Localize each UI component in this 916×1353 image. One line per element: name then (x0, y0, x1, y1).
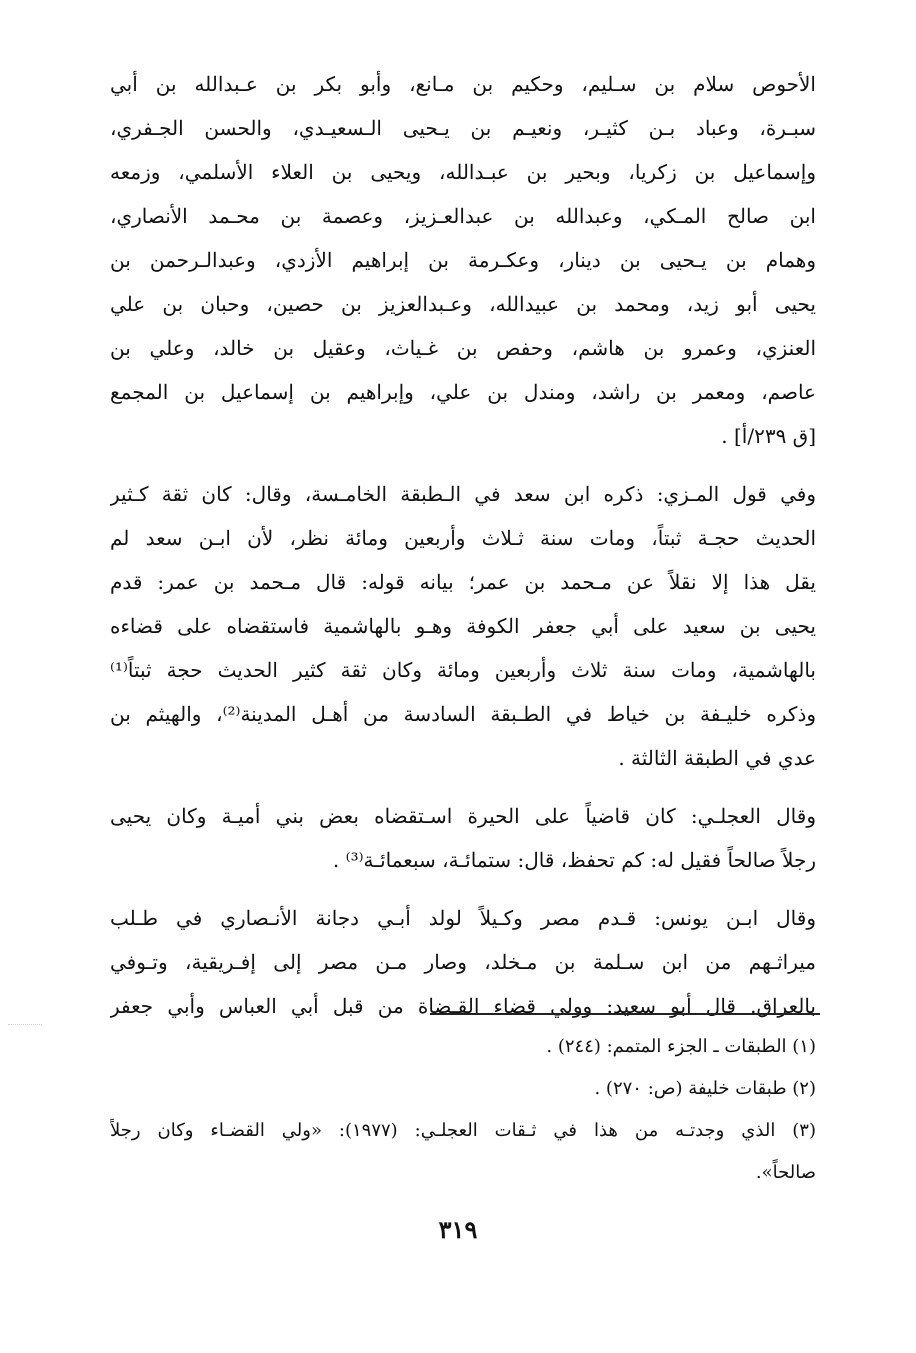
paragraph-ijli-quote (110, 794, 816, 882)
footnote-2: (٢) طبقات خليفة (ص: ٢٧٠) . (594, 1078, 816, 1099)
text-line: عاصم، ومعمر بن راشد، ومندل بن علي، وإبراهيم بن إسماعيل بن المجمع (110, 380, 816, 404)
scan-speck (8, 1024, 42, 1027)
text-line: يحيى أبو زيد، ومحمد بن عبيدالله، وعـبدالعزيز بن حصين، وحبان بن علي (110, 292, 816, 316)
text-line: بالهاشمية، ومات سنة ثلاث وأربعين ومائة وكان ثقة كثير الحديث حجة ثبتاً⁽¹⁾ (110, 658, 816, 682)
text-line: الأحوص سلام بن سـليم، وحكيم بن مـانع، وأبو بكر بن عـبدالله بن أبي (110, 72, 816, 96)
text-line: رجلاً صالحاً فقيل له: كم تحفظ، قال: ستمائـة، سبعمائـة⁽³⁾ . (332, 848, 816, 872)
text-line: عدي في الطبقة الثالثة . (618, 746, 816, 770)
footnote-3-continuation: صالحاً». (755, 1162, 816, 1183)
text-line: الحديث حجـة ثبتاً، ومات سنة ثـلاث وأربعين ومائة نظر، لأن ابـن سعد لم (110, 526, 816, 550)
text-line: وفي قول المـزي: ذكره ابن سعد في الـطبقة الخامـسة، وقال: كان ثقة كـثير (110, 482, 816, 506)
text-line: وقال العجلـي: كان قاضياً على الحيرة اسـتقضاه بعض بني أميـة وكان يحيى (110, 804, 816, 828)
paragraph-narrators-list (110, 62, 816, 458)
paragraph-mizzi-quote (110, 472, 816, 780)
footnote-3: (٣) الذي وجدتـه من هذا في ثـقات العجلـي: (١٩٧٧): «ولي القضـاء وكان رجلاً (110, 1120, 816, 1141)
text-line: ابن صالح المـكي، وعبدالله بن عبدالعـزيز، وعصمة بن محـمد الأنصاري، (110, 204, 816, 228)
text-line: وإسماعيل بن زكريا، وبحير بن عبـدالله، ويحيى بن العلاء الأسلمي، وزمعه (110, 160, 816, 184)
text-line: وهمام بن يـحيى بن دينار، وعكـرمة بن إبراهيم الأزدي، وعبدالـرحمن بن (110, 248, 816, 272)
text-line: يحيى بن سعيد على أبي جعفر الكوفة وهـو بالهاشمية فاستقضاه على قضاءه (110, 614, 816, 638)
paragraph-ibn-yunus-quote (110, 896, 816, 1028)
text-line: العنزي، وعمرو بن هاشم، وحفص بن غـياث، وعقيل بن خالد، وعلي بن (110, 336, 816, 360)
text-line: [ق ٢٣٩/أ] . (721, 424, 816, 448)
text-line: وذكره خليـفة بن خياط في الطـبقة السادسة من أهـل المدينة⁽²⁾، والهيثم بن (110, 702, 816, 726)
text-line: يقل هذا إلا نقلاً عن مـحمد بن عمر؛ بيانه قوله: قال مـحمد بن عمر: قدم (110, 570, 816, 594)
text-line: وقال ابـن يونس: قـدم مصر وكـيلاً لولد أبـي دجانة الأنـصاري في طـلب (110, 906, 816, 930)
main-text (110, 62, 816, 1042)
page-number: ٣١٩ (438, 1215, 478, 1244)
footnote-separator (430, 1013, 820, 1015)
text-line: سبـرة، وعباد بـن كثيـر، ونعيـم بن يـحيى الـسعيـدي، والحسن الجـفري، (110, 116, 816, 140)
text-line: بالعراق. قال أبو سعيد: وولي قضاء القـضاة من قبل أبي العباس وأبي جعفر (110, 994, 816, 1018)
text-line: ميراثـهم من ابن سـلمة بن مـخلد، وصار مـن مصر إلى إفـريقية، وتـوفي (110, 950, 816, 974)
footnote-1: (١) الطبقات ـ الجزء المتمم: (٢٤٤) . (546, 1036, 816, 1057)
footnotes (110, 1026, 816, 1194)
